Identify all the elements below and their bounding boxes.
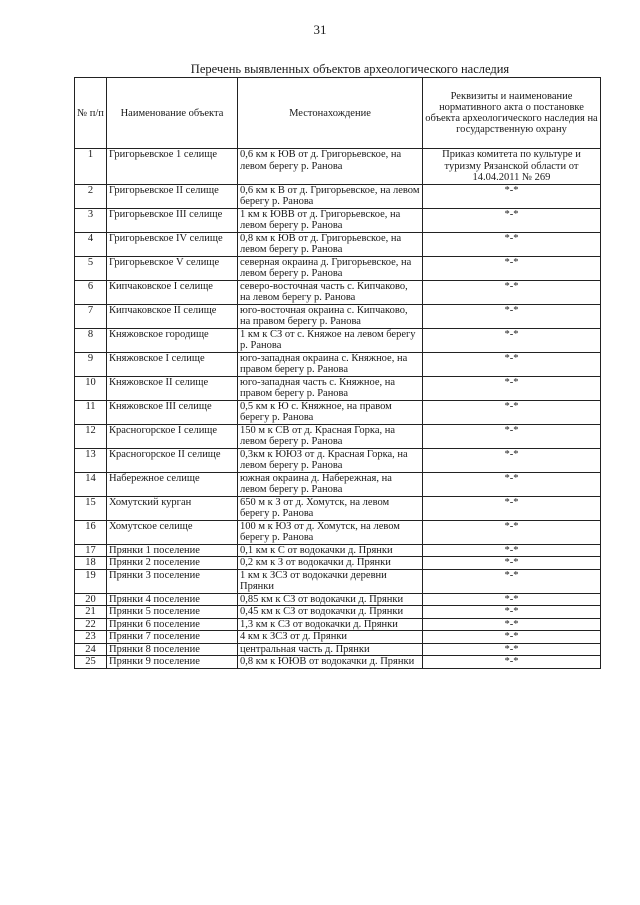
object-name: Григорьевское 1 селище xyxy=(107,149,238,185)
header-number: № п/п xyxy=(75,78,107,149)
object-name: Прянки 1 поселение xyxy=(107,544,238,557)
object-name: Григорьевское IV селище xyxy=(107,232,238,256)
object-location: 0,3км к ЮЮЗ от д. Красная Горка, на левом берегу р. Ранова xyxy=(238,448,423,472)
header-location: Местонахождение xyxy=(238,78,423,149)
object-requisites: *-* xyxy=(423,520,601,544)
table-row xyxy=(75,544,601,557)
object-location: 0,6 км к ЮВ от д. Григорьевское, на левом берегу р. Ранова xyxy=(238,149,423,185)
object-name: Кипчаковское I селище xyxy=(107,280,238,304)
object-location: 0,45 км к СЗ от водокачки д. Прянки xyxy=(238,606,423,619)
object-location: 0,8 км к ЮВ от д. Григорьевское, на левом берегу р. Ранова xyxy=(238,232,423,256)
object-name: Григорьевское II селище xyxy=(107,184,238,208)
object-requisites: *-* xyxy=(423,280,601,304)
row-number: 6 xyxy=(75,280,107,304)
row-number: 10 xyxy=(75,376,107,400)
object-name: Княжовское I селище xyxy=(107,352,238,376)
object-requisites: *-* xyxy=(423,400,601,424)
object-requisites: *-* xyxy=(423,557,601,570)
object-requisites: *-* xyxy=(423,606,601,619)
object-location: 0,1 км к С от водокачки д. Прянки xyxy=(238,544,423,557)
row-number: 2 xyxy=(75,184,107,208)
object-name: Прянки 7 поселение xyxy=(107,631,238,644)
object-location: 0,8 км к ЮЮВ от водокачки д. Прянки xyxy=(238,656,423,669)
object-name: Прянки 9 поселение xyxy=(107,656,238,669)
object-name: Прянки 8 поселение xyxy=(107,643,238,656)
table-row xyxy=(75,280,601,304)
object-location: 1 км к ЗСЗ от водокачки деревни Прянки xyxy=(238,569,423,593)
row-number: 5 xyxy=(75,256,107,280)
object-location: юго-западная часть с. Княжное, на правом берегу р. Ранова xyxy=(238,376,423,400)
table-row xyxy=(75,328,601,352)
row-number: 9 xyxy=(75,352,107,376)
object-name: Прянки 3 поселение xyxy=(107,569,238,593)
table-row xyxy=(75,424,601,448)
table-row xyxy=(75,643,601,656)
object-location: 0,6 км к В от д. Григорьевское, на левом берегу р. Ранова xyxy=(238,184,423,208)
row-number: 25 xyxy=(75,656,107,669)
row-number: 19 xyxy=(75,569,107,593)
table-row xyxy=(75,304,601,328)
object-name: Прянки 5 поселение xyxy=(107,606,238,619)
object-location: южная окраина д. Набережная, на левом берегу р. Ранова xyxy=(238,472,423,496)
row-number: 15 xyxy=(75,496,107,520)
object-location: 650 м к З от д. Хомутск, на левом берегу р. Ранова xyxy=(238,496,423,520)
object-requisites: *-* xyxy=(423,569,601,593)
table-row xyxy=(75,184,601,208)
object-requisites: *-* xyxy=(423,208,601,232)
object-requisites: *-* xyxy=(423,256,601,280)
object-requisites: *-* xyxy=(423,496,601,520)
row-number: 16 xyxy=(75,520,107,544)
header-object-name: Наименование объекта xyxy=(107,78,238,149)
object-requisites: *-* xyxy=(423,472,601,496)
table-row xyxy=(75,256,601,280)
object-location: 0,5 км к Ю с. Княжное, на правом берегу р. Ранова xyxy=(238,400,423,424)
object-location: 0,85 км к СЗ от водокачки д. Прянки xyxy=(238,593,423,606)
object-name: Красногорское I селище xyxy=(107,424,238,448)
object-location: северная окраина д. Григорьевское, на левом берегу р. Ранова xyxy=(238,256,423,280)
object-requisites: Приказ комитета по культуре и туризму Рязанской области от 14.04.2011 № 269 xyxy=(423,149,601,185)
object-requisites: *-* xyxy=(423,643,601,656)
table-row xyxy=(75,208,601,232)
object-name: Прянки 4 поселение xyxy=(107,593,238,606)
object-name: Набережное селище xyxy=(107,472,238,496)
table-row xyxy=(75,656,601,669)
table-row xyxy=(75,496,601,520)
table-header-row xyxy=(75,78,601,149)
table-row xyxy=(75,520,601,544)
table-row xyxy=(75,631,601,644)
table-row xyxy=(75,472,601,496)
object-requisites: *-* xyxy=(423,656,601,669)
object-requisites: *-* xyxy=(423,593,601,606)
row-number: 13 xyxy=(75,448,107,472)
object-name: Княжовское III селище xyxy=(107,400,238,424)
object-requisites: *-* xyxy=(423,424,601,448)
object-requisites: *-* xyxy=(423,376,601,400)
row-number: 8 xyxy=(75,328,107,352)
row-number: 14 xyxy=(75,472,107,496)
page-number: 31 xyxy=(313,22,327,37)
object-name: Княжовское городище xyxy=(107,328,238,352)
object-location: 150 м к СВ от д. Красная Горка, на левом берегу р. Ранова xyxy=(238,424,423,448)
row-number: 3 xyxy=(75,208,107,232)
object-requisites: *-* xyxy=(423,631,601,644)
object-name: Княжовское II селище xyxy=(107,376,238,400)
row-number: 7 xyxy=(75,304,107,328)
object-requisites: *-* xyxy=(423,618,601,631)
table-row xyxy=(75,400,601,424)
table-row xyxy=(75,149,601,185)
object-requisites: *-* xyxy=(423,304,601,328)
header-requisites: Реквизиты и наименование нормативного акта о постановке объекта археологического наследия на государственную охрану xyxy=(423,78,601,149)
object-name: Хомутский курган xyxy=(107,496,238,520)
row-number: 20 xyxy=(75,593,107,606)
row-number: 12 xyxy=(75,424,107,448)
object-location: 1,3 км к СЗ от водокачки д. Прянки xyxy=(238,618,423,631)
object-location: северо-восточная часть с. Кипчаково, на левом берегу р. Ранова xyxy=(238,280,423,304)
row-number: 11 xyxy=(75,400,107,424)
table-row xyxy=(75,606,601,619)
object-requisites: *-* xyxy=(423,352,601,376)
table-body xyxy=(75,149,601,669)
row-number: 22 xyxy=(75,618,107,631)
row-number: 23 xyxy=(75,631,107,644)
row-number: 18 xyxy=(75,557,107,570)
table-row xyxy=(75,448,601,472)
object-name: Григорьевское III селище xyxy=(107,208,238,232)
object-name: Григорьевское V селище xyxy=(107,256,238,280)
object-location: 1 км к СЗ от с. Княжое на левом берегу р. Ранова xyxy=(238,328,423,352)
object-requisites: *-* xyxy=(423,544,601,557)
table-row xyxy=(75,232,601,256)
table-row xyxy=(75,593,601,606)
object-name: Прянки 2 поселение xyxy=(107,557,238,570)
object-location: 4 км к ЗСЗ от д. Прянки xyxy=(238,631,423,644)
object-name: Хомутское селище xyxy=(107,520,238,544)
table-row xyxy=(75,618,601,631)
object-requisites: *-* xyxy=(423,232,601,256)
object-name: Красногорское II селище xyxy=(107,448,238,472)
row-number: 1 xyxy=(75,149,107,185)
object-name: Прянки 6 поселение xyxy=(107,618,238,631)
row-number: 4 xyxy=(75,232,107,256)
object-location: юго-восточная окраина с. Кипчаково, на правом берегу р. Ранова xyxy=(238,304,423,328)
object-location: 100 м к ЮЗ от д. Хомутск, на левом берегу р. Ранова xyxy=(238,520,423,544)
table-row xyxy=(75,557,601,570)
document-title: Перечень выявленных объектов археологического наследия xyxy=(190,62,510,76)
heritage-objects-table xyxy=(74,77,601,669)
row-number: 17 xyxy=(75,544,107,557)
table-row xyxy=(75,352,601,376)
object-requisites: *-* xyxy=(423,328,601,352)
table-row xyxy=(75,569,601,593)
object-location: центральная часть д. Прянки xyxy=(238,643,423,656)
object-location: 1 км к ЮВВ от д. Григорьевское, на левом берегу р. Ранова xyxy=(238,208,423,232)
row-number: 24 xyxy=(75,643,107,656)
object-location: 0,2 км к З от водокачки д. Прянки xyxy=(238,557,423,570)
object-requisites: *-* xyxy=(423,184,601,208)
object-requisites: *-* xyxy=(423,448,601,472)
row-number: 21 xyxy=(75,606,107,619)
table-row xyxy=(75,376,601,400)
object-name: Кипчаковское II селище xyxy=(107,304,238,328)
object-location: юго-западная окраина с. Княжное, на правом берегу р. Ранова xyxy=(238,352,423,376)
